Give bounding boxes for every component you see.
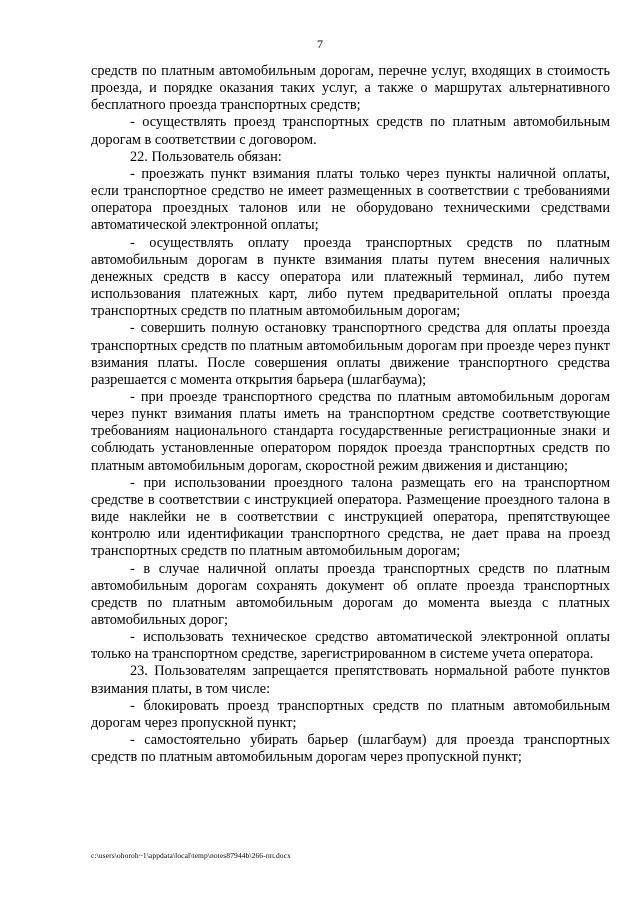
page-number: 7 xyxy=(317,37,323,51)
document-body xyxy=(91,63,610,766)
footer-file-path: c:\users\ohoroh~1\appdata\local\temp\notes87944b\266-пп.docx xyxy=(91,851,291,860)
paragraph-item: - совершить полную остановку транспортного средства для оплаты проезда транспортных средств по платным автомобильным дорогам при проезде через пункт взимания платы. После совершения оплаты движение транспортного средства разрешается с момента открытия барьера (шлагбаума); xyxy=(91,320,610,388)
paragraph-continuation: средств по платным автомобильным дорогам, перечне услуг, входящих в стоимость проезда, и порядке оказания таких услуг, а также о маршрутах альтернативного бесплатного проезда транспортных средств; xyxy=(91,63,610,114)
paragraph-item: - в случае наличной оплаты проезда транспортных средств по платным автомобильным дорогам сохранять документ об оплате проезда транспортных средств по платным автомобильным дорогам до момента выезда с платных автомобильных дорог; xyxy=(91,560,610,628)
paragraph-item: - блокировать проезд транспортных средств по платным автомобильным дорогам через пропускной пункт; xyxy=(91,697,610,731)
paragraph-item: - самостоятельно убирать барьер (шлагбаум) для проезда транспортных средств по платным автомобильным дорогам через пропускной пункт; xyxy=(91,732,610,766)
section-heading-22: 22. Пользователь обязан: xyxy=(130,148,282,165)
section-heading-23: 23. Пользователям запрещается препятствовать нормальной работе пунктов взимания платы, в том числе: xyxy=(91,663,610,697)
paragraph-item: - осуществлять оплату проезда транспортных средств по платным автомобильным дорогам в пункте взимания платы путем внесения наличных денежных средств в кассу оператора или платежный терминал, либо путем использования платежных карт, либо путем предварительной оплаты проезда транспортных средств по платным автомобильным дорогам; xyxy=(91,234,610,320)
paragraph-item: - осуществлять проезд транспортных средств по платным автомобильным дорогам в соответствии с договором. xyxy=(91,114,610,148)
paragraph-item: - при проезде транспортного средства по платным автомобильным дорогам через пункт взимания платы иметь на транспортном средстве соответствующие требованиям национального стандарта государственные регистрационные знаки и соблюдать установленные оператором порядок проезда транспортных средств по платным автомобильным дорогам, скоростной режим движения и дистанцию; xyxy=(91,388,610,474)
paragraph-item: - при использовании проездного талона размещать его на транспортном средстве в соответствии с инструкцией оператора. Размещение проездного талона в виде наклейки не в соответствии с инструкцией оператора, препятствующее контролю или идентификации транспортного средства, не дает права на проезд транспортных средств по платным автомобильным дорогам; xyxy=(91,474,610,560)
paragraph-item: - проезжать пункт взимания платы только через пункты наличной оплаты, если транспортное средство не имеет размещенных в соответствии с требованиями оператора проездных талонов или не оборудовано техническими средствами автоматической электронной оплаты; xyxy=(91,165,610,234)
paragraph-item: - использовать техническое средство автоматической электронной оплаты только на транспортном средстве, зарегистрированном в системе учета оператора. xyxy=(91,629,610,663)
